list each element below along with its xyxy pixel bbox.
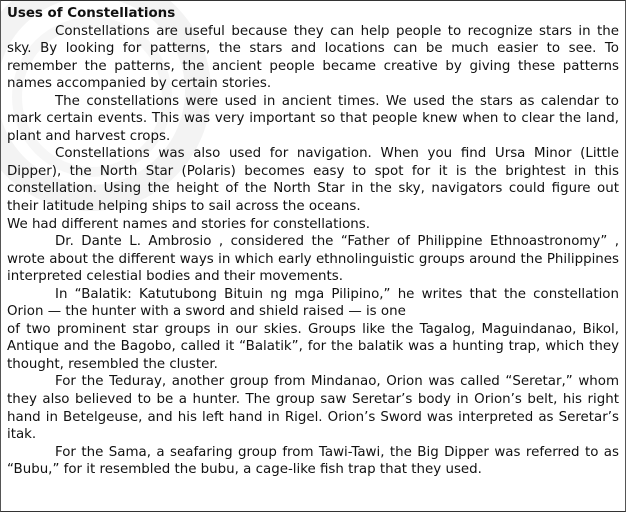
document-title: Uses of Constellations [7, 6, 176, 21]
paragraph-1: Constellations are useful because they can help people to recognize stars in the sky. By looking for patterns, the stars and locations can be much easier to see. To remember the patterns, the ancient people became creative by giving these patterns names accompanied by certain stories. [7, 23, 619, 92]
paragraph-2: The constellations were used in ancient times. We used the stars as calendar to mark certain events. This was very important so that people knew when to clear the land, plant and harvest crops. [7, 93, 619, 144]
paragraph-4: We had different names and stories for constellations. [7, 216, 371, 232]
paragraph-6: In “Balatik: Katutubong Bituin ng mga Pilipino,” he writes that the constellation Orion — the hunter with a sword and shield raised — is one [7, 286, 619, 320]
paragraph-9: For the Sama, a seafaring group from Tawi-Tawi, the Big Dipper was referred to as “Bubu,” for it resembled the bubu, a cage-like fish trap that they used. [7, 444, 619, 478]
paragraph-8: For the Teduray, another group from Mindanao, Orion was called “Seretar,” whom they also believed to be a hunter. The group saw Seretar’s body in Orion’s belt, his right hand in Betelgeuse, and his left hand in Rigel. Orion’s Sword was interpreted as Seretar’s itak. [7, 374, 619, 443]
document-body [7, 5, 619, 479]
paragraph-5: Dr. Dante L. Ambrosio , considered the “Father of Philippine Ethnoastronomy” , wrote about the different ways in which early ethnolinguistic groups around the Philippines interpreted celestial bodies and their movements. [7, 234, 619, 285]
paragraph-7: of two prominent star groups in our skies. Groups like the Tagalog, Maguindanao, Bikol, Antique and the Bagobo, called it “Balatik”, for the balatik was a hunting trap, which they thought, resembled the cluster. [7, 321, 619, 372]
paragraph-3: Constellations was also used for navigation. When you find Ursa Minor (Little Dipper), the North Star (Polaris) becomes easy to spot for it is the brightest in this constellation. Using the height of the North Star in the sky, navigators could figure out their latitude helping ships to sail across the oceans. [7, 146, 619, 215]
